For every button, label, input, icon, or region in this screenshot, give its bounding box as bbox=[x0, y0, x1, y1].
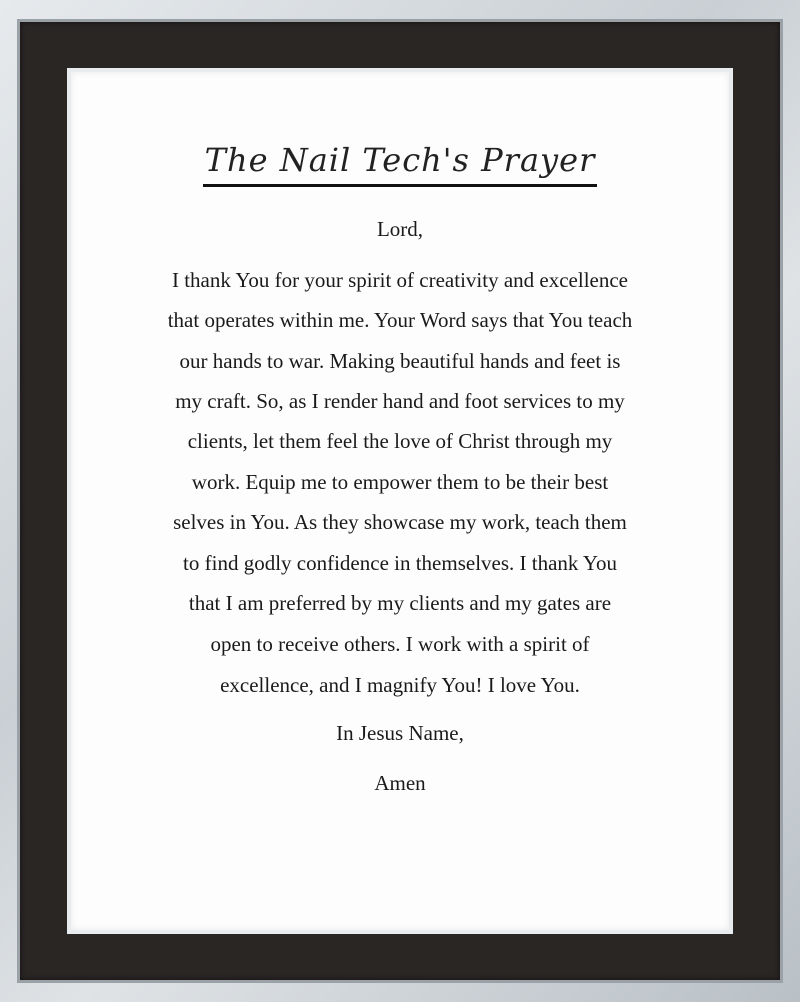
body-line: selves in You. As they showcase my work, teach them bbox=[173, 510, 627, 534]
body-line: excellence, and I magnify You! I love You. bbox=[220, 673, 580, 697]
amen: Amen bbox=[374, 771, 426, 795]
prayer-paper bbox=[71, 72, 729, 930]
body-line: our hands to war. Making beautiful hands and feet is bbox=[179, 349, 621, 373]
body-line: my craft. So, as I render hand and foot services to my bbox=[175, 389, 625, 413]
body-line: that operates within me. Your Word says that You teach bbox=[167, 308, 633, 332]
prayer-title: The Nail Tech's Prayer bbox=[203, 138, 598, 187]
body-line: to find godly confidence in themselves. I thank You bbox=[183, 551, 617, 575]
salutation: Lord, bbox=[376, 217, 424, 241]
body-line: that I am preferred by my clients and my gates are bbox=[188, 591, 612, 615]
closing: In Jesus Name, bbox=[336, 721, 464, 745]
body-line: work. Equip me to empower them to be their best bbox=[191, 470, 609, 494]
body-line: I thank You for your spirit of creativity and excellence bbox=[171, 268, 629, 292]
title-container bbox=[0, 138, 800, 187]
body-line: clients, let them feel the love of Christ through my bbox=[187, 429, 613, 453]
body-line: open to receive others. I work with a spirit of bbox=[210, 632, 590, 656]
